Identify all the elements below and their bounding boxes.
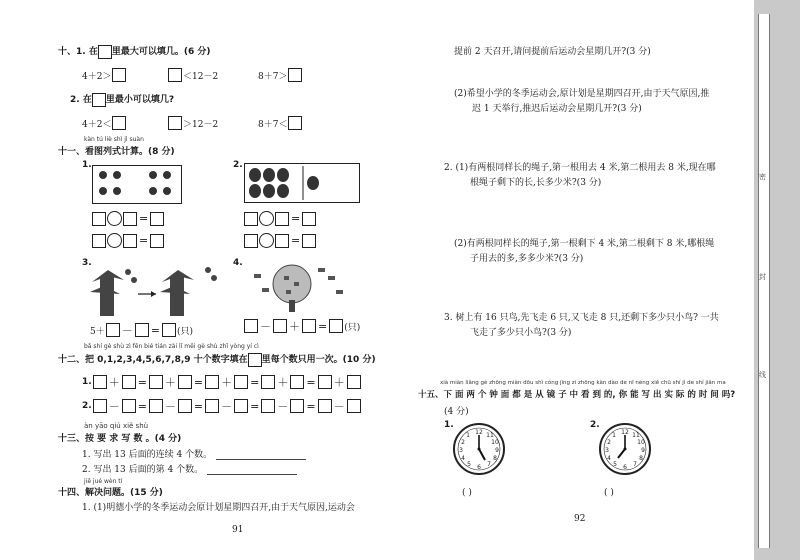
- r5b: 飞走了多少只小鸟?(3 分): [470, 328, 572, 338]
- r1: 提前 2 天召开,请问提前后运动会星期几开?(3 分): [454, 47, 651, 57]
- binding-gutter: [754, 0, 800, 560]
- svg-text:11: 11: [486, 432, 494, 439]
- svg-text:7: 7: [633, 461, 637, 468]
- s11-title: 十一、看图列式计算。(8 分): [58, 147, 175, 157]
- svg-text:9: 9: [641, 447, 645, 454]
- s14-q1: 1. (1)明德小学的冬季运动会原计划星期四召开,由于天气原因,运动会: [82, 503, 355, 513]
- s10-q2: 2. 在 里最小可以填几?: [70, 92, 174, 107]
- svg-text:9: 9: [495, 447, 499, 454]
- answer-box[interactable]: [98, 45, 112, 59]
- svg-text:1: 1: [466, 432, 470, 439]
- s10-row1-item1: 4＋2＞: [82, 68, 126, 82]
- s12-title: 十二、把 0,1,2,3,4,5,6,7,8,9 十个数字填在 里每个数只用一次。(10 分): [58, 352, 376, 367]
- p4-equation: － ＋ = (只): [244, 318, 360, 334]
- tree-bird-icon: [90, 262, 220, 318]
- p1-eq2: =: [92, 233, 164, 248]
- s11-pinyin: kàn tú liè shì jì suàn: [84, 136, 144, 143]
- s10-row2-item1: 4＋2＜: [82, 116, 126, 130]
- s14-pinyin: jiě jué wèn tí: [84, 478, 123, 485]
- svg-text:6: 6: [623, 464, 627, 471]
- svg-text:4: 4: [607, 455, 611, 462]
- right-page-number: 92: [574, 514, 586, 524]
- mirror-clock-2-icon: [598, 422, 652, 476]
- svg-text:5: 5: [613, 461, 617, 468]
- svg-text:12: 12: [475, 429, 483, 436]
- strawberry-picture-frame: [244, 163, 360, 203]
- left-page-number: 91: [232, 525, 244, 535]
- clock1-answer[interactable]: ( ): [462, 488, 472, 498]
- s12-pinyin: bǎ shí gè shù zì fēn bié tián zài lǐ měi gè shù zhǐ yòng yí cì: [84, 343, 259, 350]
- s12-row1: 1. ＋ = ＋ = ＋ = ＋ = ＋: [82, 374, 361, 390]
- s13-title: 十三、按 要 求 写 数 。(4 分): [58, 434, 182, 444]
- problem-3-label: 3.: [82, 258, 92, 268]
- r5a: 3. 树上有 16 只鸟,先飞走 6 只,又飞走 8 只,还剩下多少只小鸟? 一共: [444, 313, 719, 323]
- r4a: (2)有两根同样长的绳子,第一根剩下 4 米,第二根剩下 8 米,哪根绳: [454, 239, 715, 249]
- svg-text:10: 10: [491, 439, 499, 446]
- svg-text:10: 10: [637, 439, 645, 446]
- svg-text:2: 2: [607, 439, 611, 446]
- svg-text:11: 11: [632, 432, 640, 439]
- svg-text:5: 5: [467, 461, 471, 468]
- svg-text:6: 6: [477, 464, 481, 471]
- problem-2-label: 2.: [233, 160, 243, 170]
- tree-birds-icon: [244, 262, 356, 312]
- problem-1-label: 1.: [82, 160, 92, 170]
- s10-row1-item3: 8＋7＞: [258, 68, 302, 82]
- s10-row2-item3: 8＋7＜: [258, 116, 302, 130]
- p2-eq1: =: [244, 211, 316, 226]
- r2b: 迟 1 天举行,推迟后运动会星期几开?(3 分): [472, 104, 642, 114]
- s14-title: 十四、解决问题。(15 分): [58, 488, 163, 498]
- svg-text:7: 7: [487, 461, 491, 468]
- r3b: 根绳子剩下的长,长多少米?(3 分): [470, 178, 602, 188]
- s10-row1-item2: ＜12－2: [168, 68, 218, 82]
- strawberry-icon: [245, 164, 359, 202]
- r3a: 2. (1)有两根同样长的绳子,第一根用去 4 米,第二根用去 8 米,现在哪: [444, 163, 716, 173]
- svg-text:3: 3: [605, 447, 609, 454]
- svg-text:8: 8: [493, 455, 497, 462]
- seal-char-3: 线: [759, 371, 766, 379]
- nut-picture-frame: [92, 165, 182, 204]
- nut-icon: [93, 166, 181, 203]
- s10-row2-item2: ＞12－2: [168, 116, 218, 130]
- svg-text:4: 4: [461, 455, 465, 462]
- svg-text:8: 8: [639, 455, 643, 462]
- p3-equation: 5＋ － = (只): [90, 323, 193, 337]
- s15-score: (4 分): [444, 407, 469, 417]
- s15-title: 十五、下 面 两 个 钟 面 都 是 从 镜 子 中 看 到 的, 你 能 写 出 实 际 的 时 间 吗?: [418, 390, 736, 400]
- seal-char-2: 封: [759, 273, 766, 281]
- s13-item2: 2. 写出 13 后面的第 4 个数。: [82, 462, 297, 475]
- s15-pinyin: xià miàn liǎng gè zhōng miàn dōu shì cóng jìng zi zhōng kàn dào de nǐ néng xiě chū shí jì de shí jiān ma: [440, 380, 726, 386]
- clock1-label: 1.: [444, 420, 454, 430]
- clock2-answer[interactable]: ( ): [604, 488, 614, 498]
- r4b: 子用去的多,多多少米?(3 分): [470, 254, 584, 264]
- s10-title: 十、1. 在 里最大可以填几。(6 分): [58, 44, 210, 59]
- clock2-label: 2.: [590, 420, 600, 430]
- s13-item1: 1. 写出 13 后面的连续 4 个数。: [82, 447, 306, 460]
- svg-text:1: 1: [612, 432, 616, 439]
- s13-pinyin: àn yāo qiú xiě shù: [84, 422, 149, 430]
- svg-text:2: 2: [461, 439, 465, 446]
- problem-4-label: 4.: [233, 258, 243, 268]
- p2-eq2: =: [244, 233, 316, 248]
- seal-char-1: 密: [759, 173, 766, 181]
- svg-text:12: 12: [621, 429, 629, 436]
- p1-eq1: =: [92, 211, 164, 226]
- r2a: (2)希望小学的冬季运动会,原计划是星期四召开,由于天气原因,推: [454, 89, 710, 99]
- svg-text:3: 3: [459, 447, 463, 454]
- mirror-clock-1-icon: [452, 422, 506, 476]
- s12-row2: 2. － = － = － = － = －: [82, 398, 361, 414]
